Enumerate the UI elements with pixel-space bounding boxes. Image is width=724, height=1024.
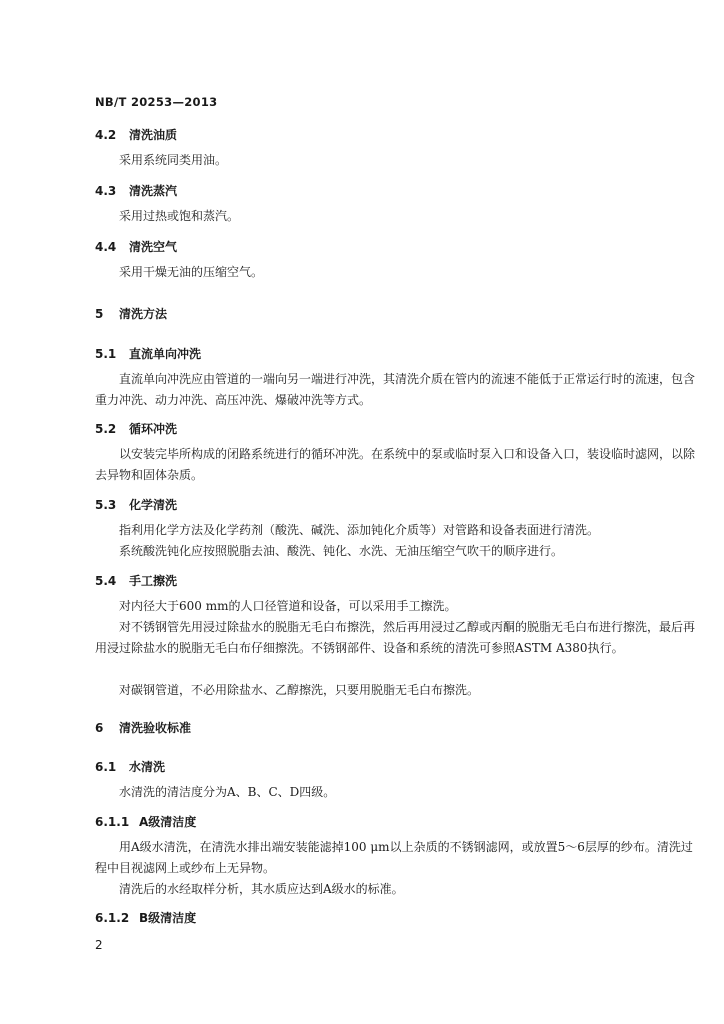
heading-title: 手工擦洗 xyxy=(129,574,178,588)
paragraph-5-4-a: 对内径大于600 mm的人口径管道和设备，可以采用手工擦洗。 xyxy=(119,599,457,613)
heading-title: 清洗验收标准 xyxy=(119,721,192,735)
paragraph-6-1: 水清洗的清洁度分为A、B、C、D四级。 xyxy=(119,785,336,799)
heading-6-1-2 xyxy=(95,909,196,926)
heading-number: 4.3 xyxy=(95,184,117,198)
paragraph-5-4-b: 对不锈钢管先用浸过除盐水的脱脂无毛白布擦洗，然后再用浸过乙醇或丙酮的脱脂无毛白布进行擦洗，最后再用浸过除盐水的脱脂无毛白布仔细擦洗。不锈钢部件、设备和系统的清洗可参照ASTM A380执行。 xyxy=(95,620,696,655)
heading-title: 直流单向冲洗 xyxy=(129,347,202,361)
heading-5 xyxy=(95,305,167,322)
heading-number: 4.4 xyxy=(95,240,117,254)
heading-title: 循环冲洗 xyxy=(129,422,178,436)
heading-6-1-1 xyxy=(95,813,196,830)
paragraph-5-1: 直流单向冲洗应由管道的一端向另一端进行冲洗，其清洗介质在管内的流速不能低于正常运行时的流速，包含重力冲洗、动力冲洗、高压冲洗、爆破冲洗等方式。 xyxy=(95,372,696,407)
paragraph-6-1-1-a: 用A级水清洗，在清洗水排出端安装能滤掉100 μm以上杂质的不锈钢滤网，或放置5～6层厚的纱布。清洗过程中目视滤网上或纱布上无异物。 xyxy=(95,840,693,875)
heading-number: 5.2 xyxy=(95,422,117,436)
heading-title: 化学清洗 xyxy=(129,498,178,512)
paragraph-6-1-1-b: 清洗后的水经取样分析，其水质应达到A级水的标准。 xyxy=(119,882,404,896)
heading-title: A级清洁度 xyxy=(139,815,197,829)
heading-number: 5.4 xyxy=(95,574,117,588)
heading-4-2 xyxy=(95,126,177,143)
paragraph-4-4: 采用干燥无油的压缩空气。 xyxy=(119,265,264,279)
heading-title: 水清洗 xyxy=(129,760,166,774)
heading-number: 6.1.1 xyxy=(95,815,130,829)
heading-4-4 xyxy=(95,238,177,255)
paragraph-5-2: 以安装完毕所构成的闭路系统进行的循环冲洗。在系统中的泵或临时泵入口和设备入口，装设临时滤网，以除去异物和固体杂质。 xyxy=(95,447,696,482)
paragraph-4-2: 采用系统同类用油。 xyxy=(119,153,228,167)
paragraph-5-3-a: 指利用化学方法及化学药剂（酸洗、碱洗、添加钝化介质等）对管路和设备表面进行清洗。 xyxy=(119,523,600,537)
heading-5-2 xyxy=(95,420,177,437)
heading-6 xyxy=(95,719,191,736)
heading-title: 清洗方法 xyxy=(119,307,168,321)
standard-code: NB/T 20253—2013 xyxy=(95,95,218,109)
paragraph-5-4-c: 对碳钢管道，不必用除盐水、乙醇擦洗，只要用脱脂无毛白布擦洗。 xyxy=(119,683,480,697)
heading-number: 5.3 xyxy=(95,498,117,512)
heading-5-3 xyxy=(95,496,177,513)
heading-number: 6.1.2 xyxy=(95,911,130,925)
paragraph-4-3: 采用过热或饱和蒸汽。 xyxy=(119,209,240,223)
paragraph-5-3-b: 系统酸洗钝化应按照脱脂去油、酸洗、钝化、水洗、无油压缩空气吹干的顺序进行。 xyxy=(119,544,564,558)
heading-6-1 xyxy=(95,758,165,775)
heading-4-3 xyxy=(95,182,177,199)
heading-title: 清洗油质 xyxy=(129,128,178,142)
heading-title: 清洗空气 xyxy=(129,240,178,254)
page-number: 2 xyxy=(95,938,103,952)
heading-number: 4.2 xyxy=(95,128,117,142)
heading-number: 6 xyxy=(95,721,104,735)
heading-title: B级清洁度 xyxy=(139,911,197,925)
heading-number: 5.1 xyxy=(95,347,117,361)
heading-5-4 xyxy=(95,572,177,589)
heading-number: 6.1 xyxy=(95,760,117,774)
heading-5-1 xyxy=(95,345,201,362)
heading-number: 5 xyxy=(95,307,104,321)
heading-title: 清洗蒸汽 xyxy=(129,184,178,198)
